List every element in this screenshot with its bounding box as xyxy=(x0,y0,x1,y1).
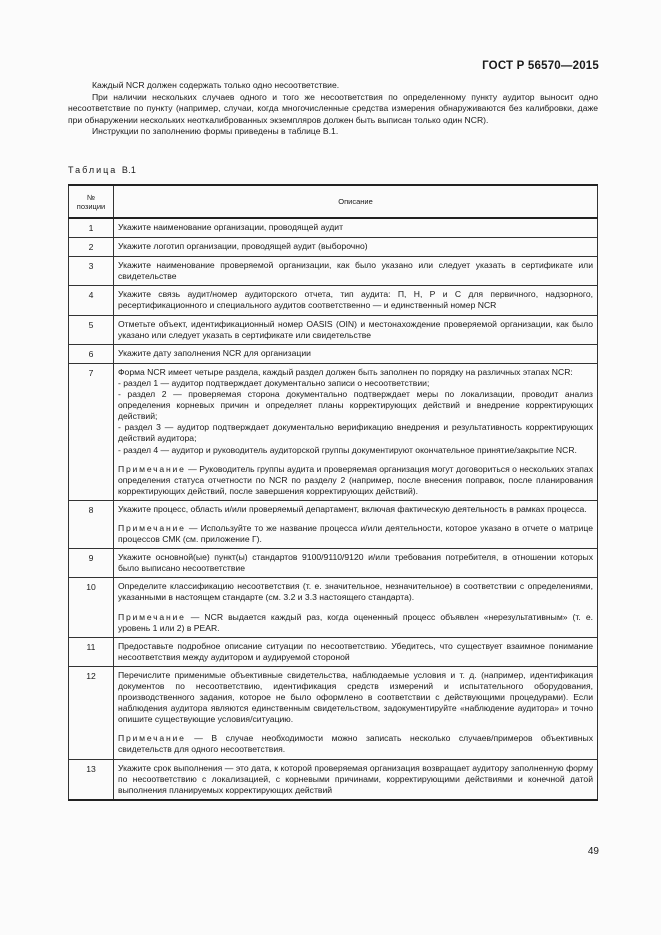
row-note xyxy=(118,464,593,497)
description-line: - раздел 1 — аудитор подтверждает документально записи о несоответствии; xyxy=(118,377,430,388)
row-description xyxy=(114,578,598,637)
table-row xyxy=(69,637,598,666)
note-text: Руководитель группы аудита и проверяемая организация могут договориться о нескольких этапах определения статуса отчетности по NCR по разделу 2 (например, после внесения поправок, после планирования корректирующих действий, после завершения корректирующих действий). xyxy=(118,463,593,496)
table-row xyxy=(69,218,598,238)
table-caption-number: В.1 xyxy=(121,165,137,175)
row-description xyxy=(114,759,598,800)
row-description xyxy=(114,286,598,315)
row-description xyxy=(114,257,598,286)
row-description xyxy=(114,666,598,759)
note-text: NCR выдается каждый раз, когда оцененный процесс объявлен «нерезультативным» (т. е. уровень 1 или 2) в PEAR. xyxy=(118,611,593,633)
row-number: 5 xyxy=(69,315,114,344)
row-number: 12 xyxy=(69,666,114,759)
row-description xyxy=(114,238,598,257)
table-row xyxy=(69,578,598,637)
note-dash: — xyxy=(185,611,205,622)
row-note xyxy=(118,612,593,634)
row-description xyxy=(114,500,598,548)
table-header-row xyxy=(69,185,598,218)
description-line: Перечислите применимые объективные свидетельства, наблюдаемые условия и т. д. (например, идентификация документов по несоответствию, идентификация средств измерений и испытательного оборудования, производственного задания, которое не было оформлено в соответствии с действующими процедурами). Если наблюдения аудитора являются единственным свидетельством, задокументируйте «наблюдение аудитора» и точно опишите существующие условия/ситуацию. xyxy=(118,669,593,725)
description-line: Укажите срок выполнения — это дата, к которой проверяемая организация возвращает аудитору заполненную форму по несоответствию с локализацией, с корневыми причинами, корректирующими действиями и конечной датой выполнения планируемых корректирующих действий xyxy=(118,762,593,795)
intro-paragraph-3: Инструкции по заполнению формы приведены в таблице В.1. xyxy=(92,126,339,137)
table-row xyxy=(69,759,598,800)
instructions-table xyxy=(68,184,598,801)
row-description xyxy=(114,637,598,666)
table-caption xyxy=(68,165,136,175)
intro-text xyxy=(68,80,598,138)
note-dash: — xyxy=(185,522,201,533)
row-number: 4 xyxy=(69,286,114,315)
row-number: 6 xyxy=(69,344,114,363)
row-number: 9 xyxy=(69,549,114,578)
table-row xyxy=(69,315,598,344)
row-description xyxy=(114,363,598,500)
note-label: Примечание xyxy=(118,522,186,533)
row-number: 10 xyxy=(69,578,114,637)
note-text: В случае необходимости можно записать несколько случаев/примеров объективных свидетельств для одного несоответствия. xyxy=(118,733,593,755)
page-number: 49 xyxy=(587,846,599,857)
description-line: Укажите процесс, область и/или проверяемый департамент, включая фактическую деятельность в рамках процесса. xyxy=(118,503,587,514)
intro-paragraph-2: При наличии нескольких случаев одного и того же несоответствия по определенному пункту аудитор выносит одно несоответствие по пункту (например, случаи, когда многочисленные средства измерения обнаруживаются без калибровки, даже при обнаружении нескольких неоткалиброванных экземпляров должен быть выписан только один NCR). xyxy=(68,91,598,125)
intro-paragraph-1: Каждый NCR должен содержать только одно несоответствие. xyxy=(92,80,340,90)
note-label: Примечание xyxy=(118,611,186,622)
description-line: Укажите наименование проверяемой организации, как было указано или следует указать в сертификате или свидетельстве xyxy=(118,260,593,282)
note-dash: — xyxy=(185,463,200,474)
description-line: Укажите дату заполнения NCR для организации xyxy=(118,347,311,358)
description-line: Форма NCR имеет четыре раздела, каждый раздел должен быть заполнен по порядку на различных этапах NCR: xyxy=(118,366,573,377)
row-number: 1 xyxy=(69,218,114,238)
row-note xyxy=(118,733,593,755)
table-row xyxy=(69,238,598,257)
row-description xyxy=(114,218,598,238)
row-number: 2 xyxy=(69,238,114,257)
row-description xyxy=(114,315,598,344)
standard-header: ГОСТ Р 56570—2015 xyxy=(482,60,599,72)
description-line: Укажите связь аудит/номер аудиторского отчета, тип аудита: П, Н, Р и С для первичного, надзорного, ресертификационного и специального аудитов соответственно — и единственный номер NCR xyxy=(118,289,593,311)
note-dash: — xyxy=(185,733,212,744)
description-line: Предоставьте подробное описание ситуации по несоответствию. Убедитесь, что существует взаимное понимание несоответствия между аудитором и аудируемой стороной xyxy=(118,640,593,662)
table-row xyxy=(69,257,598,286)
table-row xyxy=(69,500,598,548)
description-line: Укажите логотип организации, проводящей аудит (выборочно) xyxy=(118,241,368,252)
row-number: 7 xyxy=(69,363,114,500)
header-position-number: № позиции xyxy=(69,185,114,218)
description-line: - раздел 2 — проверяемая сторона документально подтверждает меры по локализации, проводит анализ определения корневых причин и определяет планы корректирующих действий и внедрение корректирующих действий; xyxy=(118,389,593,422)
description-line: Укажите основной(ые) пункт(ы) стандартов 9100/9110/9120 и/или требования потребителя, в отношении которых было выписано несоответствие xyxy=(118,552,593,574)
row-number: 8 xyxy=(69,500,114,548)
description-line: Отметьте объект, идентификационный номер OASIS (OIN) и местонахождение проверяемой организации, как было указано или следует указать в сертификате или свидетельстве xyxy=(118,318,593,340)
table-caption-word: Таблица xyxy=(68,165,118,175)
table-row xyxy=(69,666,598,759)
table-row xyxy=(69,363,598,500)
row-number: 11 xyxy=(69,637,114,666)
description-line: - раздел 4 — аудитор и руководитель аудиторской группы документируют окончательное принятие/закрытие NCR. xyxy=(118,444,577,455)
row-number: 13 xyxy=(69,759,114,800)
description-line: Определите классификацию несоответствия (т. е. значительное, незначительное) в соответствии с определениями, указанными в настоящем стандарте (см. 3.2 и 3.3 настоящего стандарта). xyxy=(118,581,593,603)
row-number: 3 xyxy=(69,257,114,286)
description-line: Укажите наименование организации, проводящей аудит xyxy=(118,222,344,232)
row-description xyxy=(114,344,598,363)
note-text: Используйте то же название процесса и/или деятельности, которое указано в отчете о матрице процессов СМК (см. приложение Г). xyxy=(118,522,593,545)
note-label: Примечание xyxy=(118,463,186,474)
description-line: - раздел 3 — аудитор подтверждает документально верификацию внедрения и результативность корректирующих действий аудитора; xyxy=(118,422,593,444)
table-row xyxy=(69,344,598,363)
note-label: Примечание xyxy=(118,733,186,744)
row-note xyxy=(118,523,593,545)
table-row xyxy=(69,286,598,315)
header-description: Описание xyxy=(114,185,598,218)
row-description xyxy=(114,549,598,578)
table-row xyxy=(69,549,598,578)
